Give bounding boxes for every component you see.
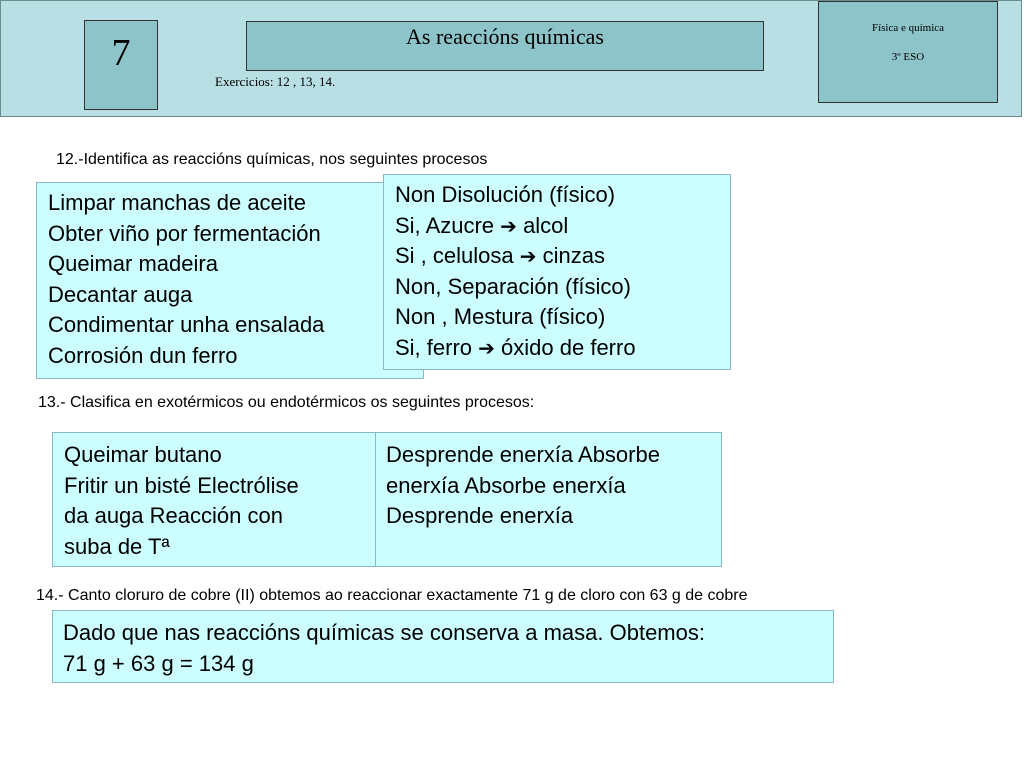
q12-prompt: 12.-Identifica as reaccións químicas, nos seguintes procesos [56, 151, 488, 168]
list-item: Obter viño por fermentación [48, 220, 321, 246]
answer-line: enerxía Absorbe enerxía [386, 472, 626, 498]
level-label: 3º ESO [891, 51, 925, 63]
page-title: As reaccións químicas [406, 24, 604, 49]
header-band [0, 0, 1022, 117]
subject-label: Física e química [871, 22, 945, 34]
exercises-label: Exercicios: 12 , 13, 14. [215, 74, 336, 89]
list-item: suba de Tª [64, 533, 170, 559]
answer-line: Desprende enerxía [386, 503, 574, 528]
title-box [246, 21, 764, 71]
q13-prompt: 13.- Clasifica en exotérmicos ou endotérmicos os seguintes procesos: [38, 394, 535, 411]
q13-answers-box [375, 432, 722, 567]
q12-processes-box [36, 182, 424, 379]
list-item: Decantar auga [48, 281, 193, 307]
chapter-number: 7 [111, 32, 131, 74]
answer-text: Si, Azucre [395, 212, 495, 238]
answer-line: 71 g + 63 g = 134 g [63, 650, 254, 676]
q14-answer-box [52, 610, 834, 683]
answer-row [395, 211, 730, 242]
list-item: Fritir un bisté Electrólise [64, 472, 299, 498]
answer-text: Si, ferro [395, 334, 473, 360]
right-arrow-icon: ➔ [478, 335, 495, 360]
answer-row [395, 302, 730, 333]
answer-line: Dado que nas reaccións químicas se conserva a masa. Obtemos: [63, 620, 705, 645]
answer-text: Non Disolución (físico) [395, 182, 616, 207]
answer-product: cinzas [542, 243, 605, 268]
course-box [818, 1, 998, 103]
list-item: Queimar butano [64, 442, 222, 467]
list-item: da auga Reacción con [64, 503, 283, 528]
answer-row [395, 241, 730, 272]
answer-line: Desprende enerxía Absorbe [386, 442, 660, 467]
q12-answers-box [383, 174, 731, 370]
answer-product: alcol [523, 212, 569, 238]
right-arrow-icon: ➔ [519, 244, 537, 268]
answer-text: Si , celulosa [395, 243, 514, 268]
chapter-number-box [84, 20, 158, 110]
list-item: Limpar manchas de aceite [48, 190, 307, 215]
list-item: Condimentar unha ensalada [48, 312, 325, 337]
list-item: Queimar madeira [48, 251, 218, 276]
answer-product: óxido de ferro [501, 334, 636, 360]
answer-row [395, 272, 730, 303]
q13-processes-box [52, 432, 376, 567]
answer-text: Non, Separación (físico) [395, 273, 631, 299]
list-item: Corrosión dun ferro [48, 342, 238, 368]
right-arrow-icon: ➔ [500, 213, 517, 238]
answer-row [395, 180, 730, 211]
q14-prompt: 14.- Canto cloruro de cobre (II) obtemos ao reaccionar exactamente 71 g de cloro con 63 g de cobre [36, 587, 748, 604]
answer-row [395, 333, 730, 364]
answer-text: Non , Mestura (físico) [395, 304, 606, 329]
